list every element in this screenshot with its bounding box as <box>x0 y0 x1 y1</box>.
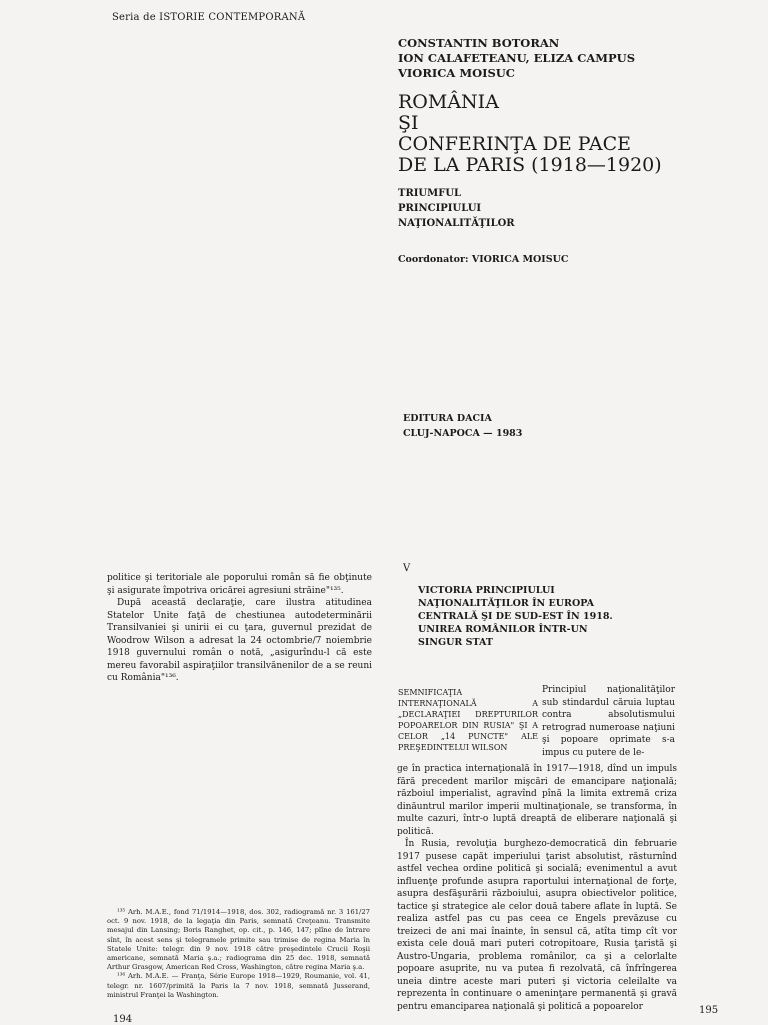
publisher-block <box>403 411 522 441</box>
chapter-number: V <box>403 563 411 574</box>
book-subtitle <box>398 186 515 231</box>
paragraph: După această declaraţie, care ilustra atitudinea Statelor Unite faţă de chestiunea autodeterminării Transilvaniei şi unirii ei cu ţara, guvernul prezidat de Woodrow Wilson a adresat la 24 octombrie/7 noiembrie 1918 guvernului român o notă, „asigurîndu-l că este mereu favorabil aspiraţiilor transilvănenilor de a se reuni cu România"¹³⁶. <box>107 598 372 683</box>
publisher-line: EDITURA DACIA <box>403 413 492 424</box>
title-line: DE LA PARIS (1918—1920) <box>398 154 662 176</box>
chapter-title-line: CENTRALĂ ŞI DE SUD-EST ÎN 1918. <box>418 611 613 622</box>
subtitle-line: NAŢIONALITĂŢILOR <box>398 218 515 229</box>
paragraph: ge în practica internaţională în 1917—1918, dînd un impuls fără precedent marilor mişcări de emancipare naţională; războiul imperialist, agravînd pînă la limita extremă criza dinăuntrul marilor imperii multinaţionale, se transforma, în multe cazuri, într-o luptă dreaptă de eliberare naţională şi politică. <box>397 764 677 837</box>
side-heading: SEMNIFICAŢIA INTERNAŢIONALĂ A „DECLARAŢIEI DREPTURILOR POPOARELOR DIN RUSIA" ŞI A CELOR „14 PUNCTE" ALE PREŞEDINTELUI WILSON <box>398 688 538 752</box>
title-line: ROMÂNIA <box>398 91 499 113</box>
footnotes <box>107 908 370 1000</box>
chapter-title-line: SINGUR STAT <box>418 637 493 648</box>
page-number-right: 195 <box>699 1005 719 1016</box>
author-line: VIORICA MOISUC <box>398 66 515 80</box>
paragraph: politice şi teritoriale ale poporului român să fie obţinute şi asigurate împotriva oricărei agresiuni străine"¹³⁵. <box>107 573 372 596</box>
series-label: Seria de ISTORIE CONTEMPORANĂ <box>112 12 306 23</box>
title-line: ŞI <box>398 112 419 134</box>
subtitle-line: PRINCIPIULUI <box>398 203 482 214</box>
chapter-title-line: VICTORIA PRINCIPIULUI <box>418 585 555 596</box>
coordinator-line: Coordonator: VIORICA MOISUC <box>398 254 569 265</box>
page-number-left: 194 <box>113 1014 133 1025</box>
chapter-title-line: UNIREA ROMÂNILOR ÎNTR-UN <box>418 624 588 635</box>
author-line: CONSTANTIN BOTORAN <box>398 36 560 50</box>
paragraph: În Rusia, revoluţia burghezo-democratică din februarie 1917 pusese capăt imperiului ţarist absolutist, răsturnînd astfel vechea ordine politică şi socială; evenimentul a avut influenţe profunde asupra raportului internaţional de forţe, asupra desfăşurării războiului, asupra obiectivelor politice, tactice şi strategice ale celor două tabere aflate în luptă. Se realiza astfel pas cu pas ceea ce Engels prevăzuse cu treizeci de ani mai înainte, în sensul că, atîta timp cît vor exista cele două mari puteri cotropitoare, Rusia ţaristă şi Austro-Ungaria, problema românilor, ca şi a celorlalte popoare asuprite, nu va putea fi rezolvată, că înfrîngerea uneia dintre aceste mari puteri şi victoria celeilalte va reprezenta în continuare o ameninţare permanentă şi gravă pentru emanciparea naţională şi politică a popoarelor <box>397 839 677 1012</box>
title-line: CONFERINŢA DE PACE <box>398 133 631 155</box>
footnote: ¹³⁶ Arh. M.A.E. — Franţa, Série Europe 1918—1929, Roumanie, vol. 41, telegr. nr. 1607/primită la Paris la 7 nov. 1918, semnată Jusserand, ministrul Franţei la Washington. <box>107 972 370 999</box>
author-line: ION CALAFETEANU, ELIZA CAMPUS <box>398 51 636 65</box>
publisher-line: CLUJ-NAPOCA — 1983 <box>403 428 523 439</box>
chapter-title-line: NAŢIONALITĂŢILOR ÎN EUROPA <box>418 598 595 609</box>
book-title <box>398 92 662 176</box>
side-text: Principiul naţionalităţilor sub stindardul căruia luptau contra absolutismului retrograd numeroase naţiuni şi popoare oprimate s-a impus cu putere de le- <box>542 685 675 758</box>
footnote: ¹³⁵ Arh. M.A.E., fond 71/1914—1918, dos. 302, radiogramă nr. 3 161/27 oct. 9 nov. 1918, de la legaţia din Paris, semnată Creţeanu. Transmite mesajul din Lansing; Boris Ranghet, op. cit., p. 146, 147; plîne de întrare sînt, în acest sens şi telegramele primite sau trimise de regina Maria în Statele Unite: telegr. din 9 nov. 1918 către preşedintele Crucii Roşii americane, semnată Maria ş.a.; radiograma din 25 dec. 1918, semnată Arthur Grasgow, American Red Cross, Washington, către regina Maria ş.a. <box>107 908 370 972</box>
subtitle-line: TRIUMFUL <box>398 188 462 199</box>
chapter-title <box>418 584 658 649</box>
authors-block <box>398 36 635 81</box>
right-page-body <box>397 763 677 1013</box>
left-page-body <box>107 572 372 685</box>
